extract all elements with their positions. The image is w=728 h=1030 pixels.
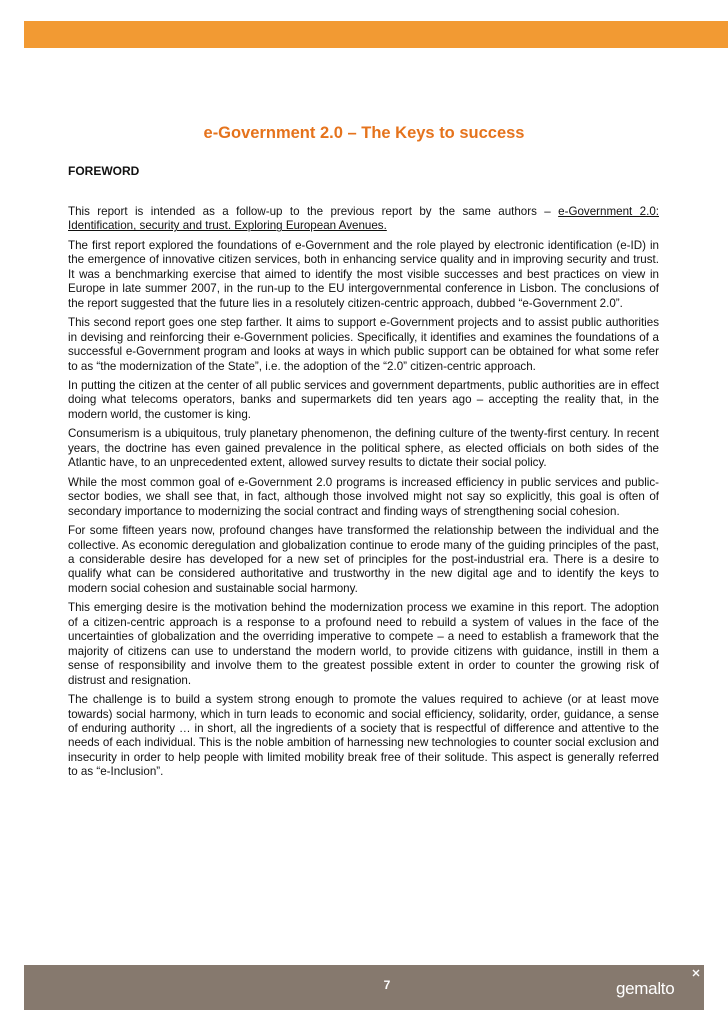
paragraph: Consumerism is a ubiquitous, truly planetary phenomenon, the defining culture of the twenty-first century. In recent years, the doctrine has even gained prevalence in the political sphere, as elected officials on both sides of the Atlantic have, to an unprecedented extent, allowed survey results to dictate their social policy. <box>68 427 659 470</box>
paragraph: This second report goes one step farther. It aims to support e-Government projects and to assist public authorities in devising and reinforcing their e-Government policies. Specifically, it identifies and examines the foundations of a successful e-Government program and looks at ways in which public support can be obtained for what some refer to as “the modernization of the State”, i.e. the adoption of the “2.0” citizen-centric approach. <box>68 316 659 373</box>
gemalto-logo <box>616 973 698 999</box>
paragraph: The challenge is to build a system strong enough to promote the values required to achieve (or at least move towards) social harmony, which in turn leads to economic and social efficiency, solidarity, order, guidance, a sense of enduring authority … in short, all the ingredients of a society that is respectful of difference and attentive to the needs of each individual. This is the noble ambition of harnessing new technologies to counter social exclusion and insecurity in order to help people with limited mobility break free of their solitude. This aspect is generally referred to as “e-Inclusion”. <box>68 693 659 779</box>
paragraph: The first report explored the foundations of e-Government and the role played by electronic identification (e-ID) in the emergence of innovative citizen services, both in enhancing service quality and in improving security and trust. It was a benchmarking exercise that aimed to identify the most visible successes and best practices on view in Europe in late summer 2007, in the run-up to the EU intergovernmental conference in Lisbon. The conclusions of the report suggested that the future lies in a resolutely citizen-centric approach, dubbed “e-Government 2.0”. <box>68 238 659 310</box>
paragraph: While the most common goal of e-Government 2.0 programs is increased efficiency in public services and public-sector bodies, we shall see that, in fact, although those involved might not say so explicitly, this goal is often of secondary importance to modernizing the social contract and finding ways of strengthening social cohesion. <box>68 475 659 518</box>
paragraph <box>68 205 659 234</box>
paragraph: For some fifteen years now, profound changes have transformed the relationship between the individual and the collective. As economic deregulation and globalization continue to erode many of the guiding principles of the past, a considerable desire has developed for a new set of principles for the post-industrial era. There is a desire to qualify what can be considered authoritative and trustworthy in the new digital age and to identify the keys to modern social cohesion and sustainable social harmony. <box>68 524 659 595</box>
header-band <box>24 21 728 48</box>
document-title: e-Government 2.0 – The Keys to success <box>203 124 525 142</box>
paragraph: This emerging desire is the motivation behind the modernization process we examine in this report. The adoption of a citizen-centric approach is a response to a profound need to rebuild a system of values in the face of the uncertainties of globalization and the overriding imperative to compete – a need to establish a framework that the majority of citizens can use to understand the modern world, to provide citizens with guidance, instill in them a sense of responsibility and involve them to the greatest possible extent in order to counter the growing risk of distrust and resignation. <box>68 601 659 687</box>
paragraph: In putting the citizen at the center of all public services and government departments, public authorities are in effect doing what telecoms operators, banks and supermarkets did ten years ago – accepting the reality that, in the modern world, the customer is king. <box>68 378 659 421</box>
previous-report-link[interactable]: e-Government 2.0: Identification, security and trust. Exploring European Avenues. <box>68 205 659 233</box>
logo-wordmark: gemalto <box>616 979 675 998</box>
paragraph-intro: This report is intended as a follow-up to the previous report by the same authors – <box>68 205 559 218</box>
logo-star-icon <box>692 969 700 977</box>
body-text <box>68 205 659 785</box>
page-number: 7 <box>383 978 391 992</box>
footer-band <box>24 965 704 1010</box>
section-heading: FOREWORD <box>68 164 140 178</box>
